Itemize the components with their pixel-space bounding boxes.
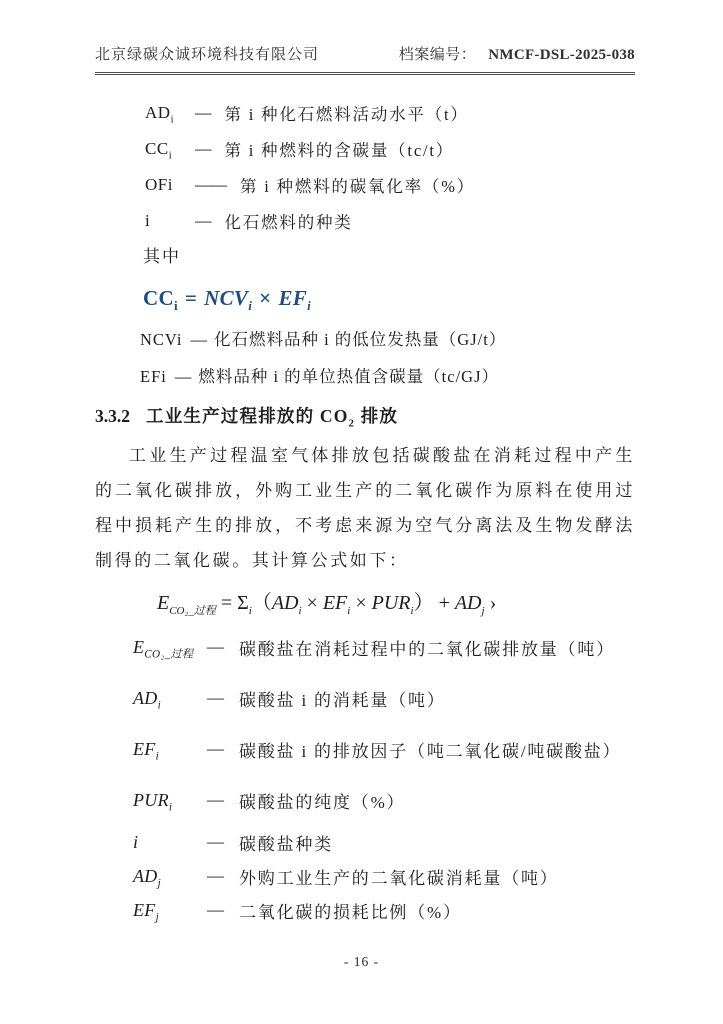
definition-text: 化石燃料的种类	[224, 213, 353, 232]
definition-text: 外购工业生产的二氧化碳消耗量（吨）	[239, 868, 559, 888]
term-symbol: $E_{CO_2\_过程}$	[133, 636, 194, 661]
dash-separator: —	[207, 790, 224, 809]
dash-separator: —	[207, 900, 224, 919]
dash-separator: ——	[195, 175, 226, 194]
term-symbol: $EF_i$	[133, 738, 159, 763]
ef-definition-line	[140, 364, 635, 390]
dash-separator: —	[174, 367, 193, 386]
definition-row-adj	[133, 859, 635, 893]
process-definitions-list	[95, 630, 635, 927]
definition-row-ofi	[145, 167, 635, 203]
section-heading-3-3-2: 3.3.2 工业生产过程排放的 $CO_2$ 排放	[95, 406, 399, 430]
dash-separator: —	[207, 832, 224, 851]
definition-row-efj	[133, 893, 635, 927]
page-number: - 16 -	[343, 954, 380, 969]
archive-number-group	[399, 46, 635, 65]
dash-separator: —	[207, 688, 224, 707]
definition-text: 碳酸盐种类	[239, 834, 333, 854]
dash-separator: —	[195, 139, 211, 158]
definition-text: 碳酸盐的纯度（%）	[239, 792, 406, 812]
dash-separator: —	[207, 739, 224, 758]
definition-text: 碳酸盐 i 的消耗量（吨）	[239, 690, 446, 710]
term-symbol: $PUR_i$	[133, 789, 173, 814]
term-symbol: NCVi	[140, 330, 183, 349]
among-label: 其中	[143, 247, 181, 266]
definition-row-e-process	[133, 630, 635, 664]
term-symbol: OFi	[145, 175, 173, 194]
definition-text: 第 i 种燃料的碳氧化率（%）	[240, 177, 476, 196]
definition-row-i	[133, 825, 635, 859]
definition-text: 碳酸盐 i 的排放因子（吨二氧化碳/吨碳酸盐）	[239, 741, 622, 761]
definition-text: 燃料品种 i 的单位热值含碳量（tc/GJ）	[198, 367, 500, 386]
dash-separator: —	[195, 103, 211, 122]
section-number: 3.3.2	[95, 406, 130, 426]
archive-number: NMCF-DSL-2025-038	[488, 47, 635, 63]
dash-separator: —	[207, 866, 224, 885]
term-symbol: EFi	[140, 367, 167, 386]
definition-row-puri	[133, 783, 635, 817]
dash-separator: —	[190, 330, 208, 349]
definition-text: 化石燃料品种 i 的低位发热量（GJ/t）	[213, 330, 507, 349]
body-paragraph: 工业生产过程温室气体排放包括碳酸盐在消耗过程中产生的二氧化碳排放，外购工业生产的二氧化碳作为原料在使用过程中损耗产生的排放，不考虑来源为空气分离法及生物发酵法制得的二氧化碳。其计算公式如下：	[95, 446, 635, 570]
term-symbol: $AD_i$	[145, 103, 174, 126]
archive-label: 档案编号：	[398, 47, 477, 63]
ncv-definition-line	[140, 327, 635, 353]
term-symbol: $AD_i$	[133, 687, 162, 712]
dash-separator: —	[195, 211, 211, 230]
definition-row-adi	[145, 95, 635, 131]
term-symbol: $EF_j$	[133, 899, 159, 924]
definition-text: 二氧化碳的损耗比例（%）	[239, 902, 462, 922]
definition-row-cci	[145, 131, 635, 167]
definition-text: 第 i 种化石燃料活动水平（t）	[224, 105, 469, 124]
term-symbol: $CC_i$	[145, 139, 173, 162]
page-content	[95, 95, 635, 927]
definition-text: 碳酸盐在消耗过程中的二氧化碳排放量（吨）	[239, 639, 615, 659]
definition-row-adi	[133, 681, 635, 715]
dash-separator: —	[207, 637, 224, 656]
company-name: 北京绿碳众诚环境科技有限公司	[95, 47, 320, 63]
fuel-definitions-list	[95, 95, 635, 239]
formula-e-co2-process: $E_{CO_2\_过程} = \Sigma_i(AD_i \times EF_i \times PUR_i) + AD_j$ ›	[157, 592, 497, 617]
page-header	[95, 46, 635, 75]
term-symbol: i	[133, 831, 139, 852]
term-symbol: i	[145, 211, 151, 230]
definition-row-efi	[133, 732, 635, 766]
term-symbol: $AD_j$	[133, 865, 162, 890]
formula-cc-equals-ncv-times-ef: $CC_i = NCV_i \times EF_i$	[143, 286, 311, 314]
definition-row-i	[145, 203, 635, 239]
definition-text: 第 i 种燃料的含碳量（tc/t）	[224, 141, 455, 160]
